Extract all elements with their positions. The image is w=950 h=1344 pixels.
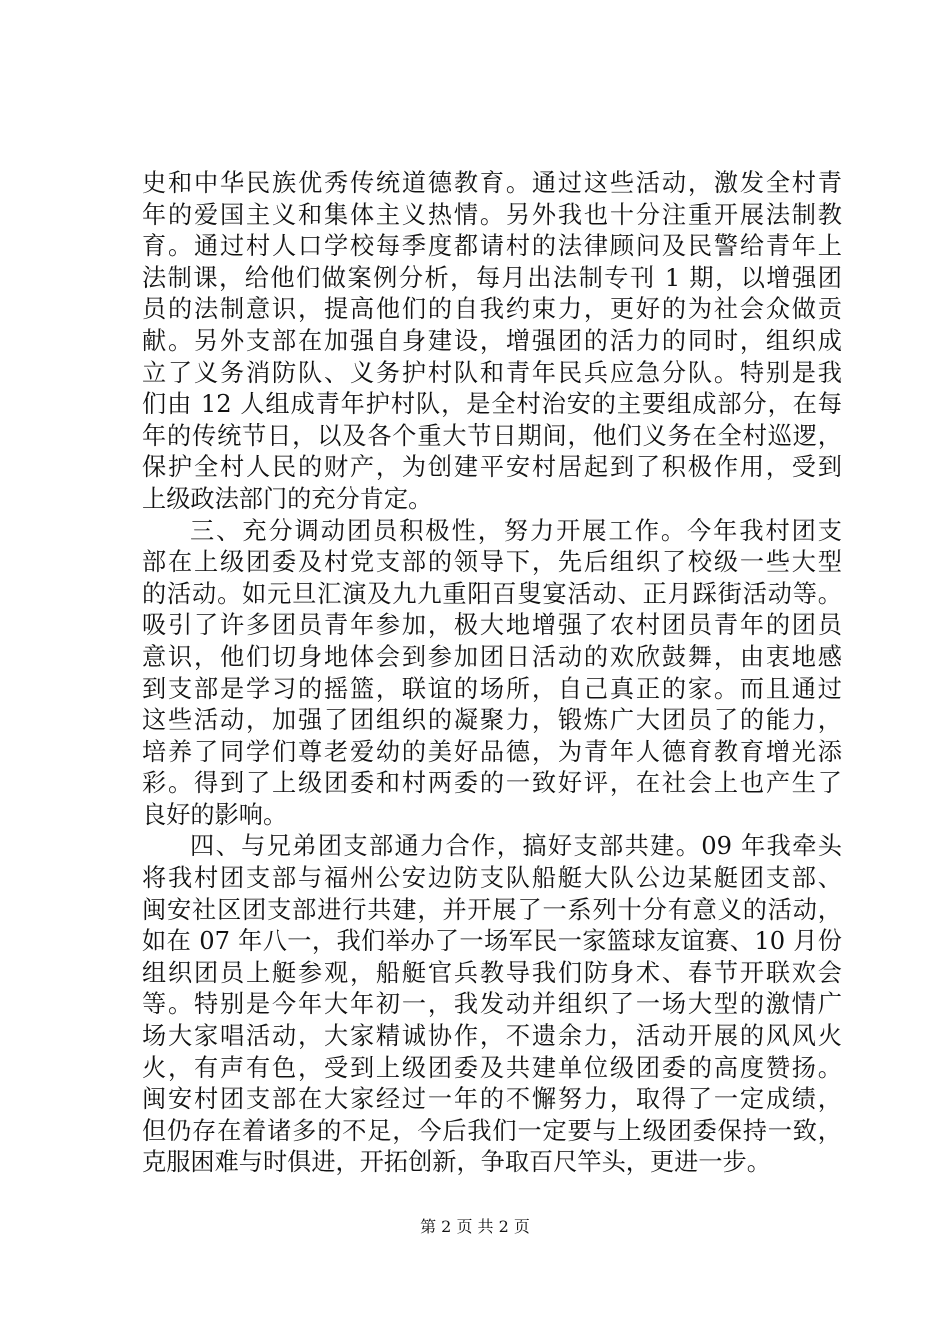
text-line: 育。通过村人口学校每季度都请村的法律顾问及民警给青年上 bbox=[142, 232, 842, 261]
text-line: 员的法制意识，提高他们的自我约束力，更好的为社会众做贡 bbox=[142, 295, 842, 324]
text-line: 部在上级团委及村党支部的领导下，先后组织了校级一些大型 bbox=[142, 548, 842, 577]
text-line: 闽安村团支部在大家经过一年的不懈努力，取得了一定成绩， bbox=[142, 1085, 842, 1114]
text-line: 年的爱国主义和集体主义热情。另外我也十分注重开展法制教 bbox=[142, 200, 842, 229]
text-line: 闽安社区团支部进行共建，并开展了一系列十分有意义的活动， bbox=[142, 895, 842, 924]
text-line: 上级政法部门的充分肯定。 bbox=[142, 484, 433, 513]
text-line: 如在 07 年八一，我们举办了一场军民一家篮球友谊赛、10 月份 bbox=[142, 927, 842, 956]
text-line: 火，有声有色，受到上级团委及共建单位级团委的高度赞扬。 bbox=[142, 1053, 842, 1082]
text-line: 但仍存在着诸多的不足，今后我们一定要与上级团委保持一致， bbox=[142, 1116, 842, 1145]
text-line: 到支部是学习的摇篮，联谊的场所，自己真正的家。而且通过 bbox=[142, 674, 842, 703]
text-line: 四、与兄弟团支部通力合作，搞好支部共建。09 年我牵头 bbox=[190, 832, 842, 861]
text-line: 立了义务消防队、义务护村队和青年民兵应急分队。特别是我 bbox=[142, 358, 842, 387]
text-line: 这些活动，加强了团组织的凝聚力，锻炼广大团员了的能力， bbox=[142, 706, 842, 735]
text-line: 良好的影响。 bbox=[142, 800, 288, 829]
text-line: 的活动。如元旦汇演及九九重阳百叟宴活动、正月踩街活动等。 bbox=[142, 579, 842, 608]
text-line: 等。特别是今年大年初一，我发动并组织了一场大型的激情广 bbox=[142, 990, 842, 1019]
text-line: 克服困难与时俱进，开拓创新，争取百尺竿头，更进一步。 bbox=[142, 1148, 771, 1177]
text-line: 彩。得到了上级团委和村两委的一致好评，在社会上也产生了 bbox=[142, 769, 842, 798]
text-line: 吸引了许多团员青年参加，极大地增强了农村团员青年的团员 bbox=[142, 611, 842, 640]
text-line: 将我村团支部与福州公安边防支队船艇大队公边某艇团支部、 bbox=[142, 864, 842, 893]
text-line: 法制课，给他们做案例分析，每月出法制专刊 1 期，以增强团 bbox=[142, 263, 842, 292]
text-line: 培养了同学们尊老爱幼的美好品德，为青年人德育教育增光添 bbox=[142, 737, 842, 766]
page-footer: 第 2 页 共 2 页 bbox=[420, 1217, 530, 1236]
text-line: 史和中华民族优秀传统道德教育。通过这些活动，激发全村青 bbox=[142, 169, 842, 197]
text-line: 们由 12 人组成青年护村队，是全村治安的主要组成部分，在每 bbox=[142, 390, 842, 419]
body-text bbox=[142, 168, 842, 1179]
text-line: 组织团员上艇参观，船艇官兵教导我们防身术、春节开联欢会 bbox=[142, 958, 842, 987]
text-line: 场大家唱活动，大家精诚协作，不遗余力，活动开展的风风火 bbox=[142, 1022, 842, 1051]
text-line: 保护全村人民的财产，为创建平安村居起到了积极作用，受到 bbox=[142, 453, 842, 482]
text-line: 意识，他们切身地体会到参加团日活动的欢欣鼓舞，由衷地感 bbox=[142, 642, 842, 671]
text-line: 三、充分调动团员积极性，努力开展工作。今年我村团支 bbox=[190, 516, 842, 545]
text-line: 献。另外支部在加强自身建设，增强团的活力的同时，组织成 bbox=[142, 326, 842, 355]
text-line: 年的传统节日，以及各个重大节日期间，他们义务在全村巡逻， bbox=[142, 421, 842, 450]
